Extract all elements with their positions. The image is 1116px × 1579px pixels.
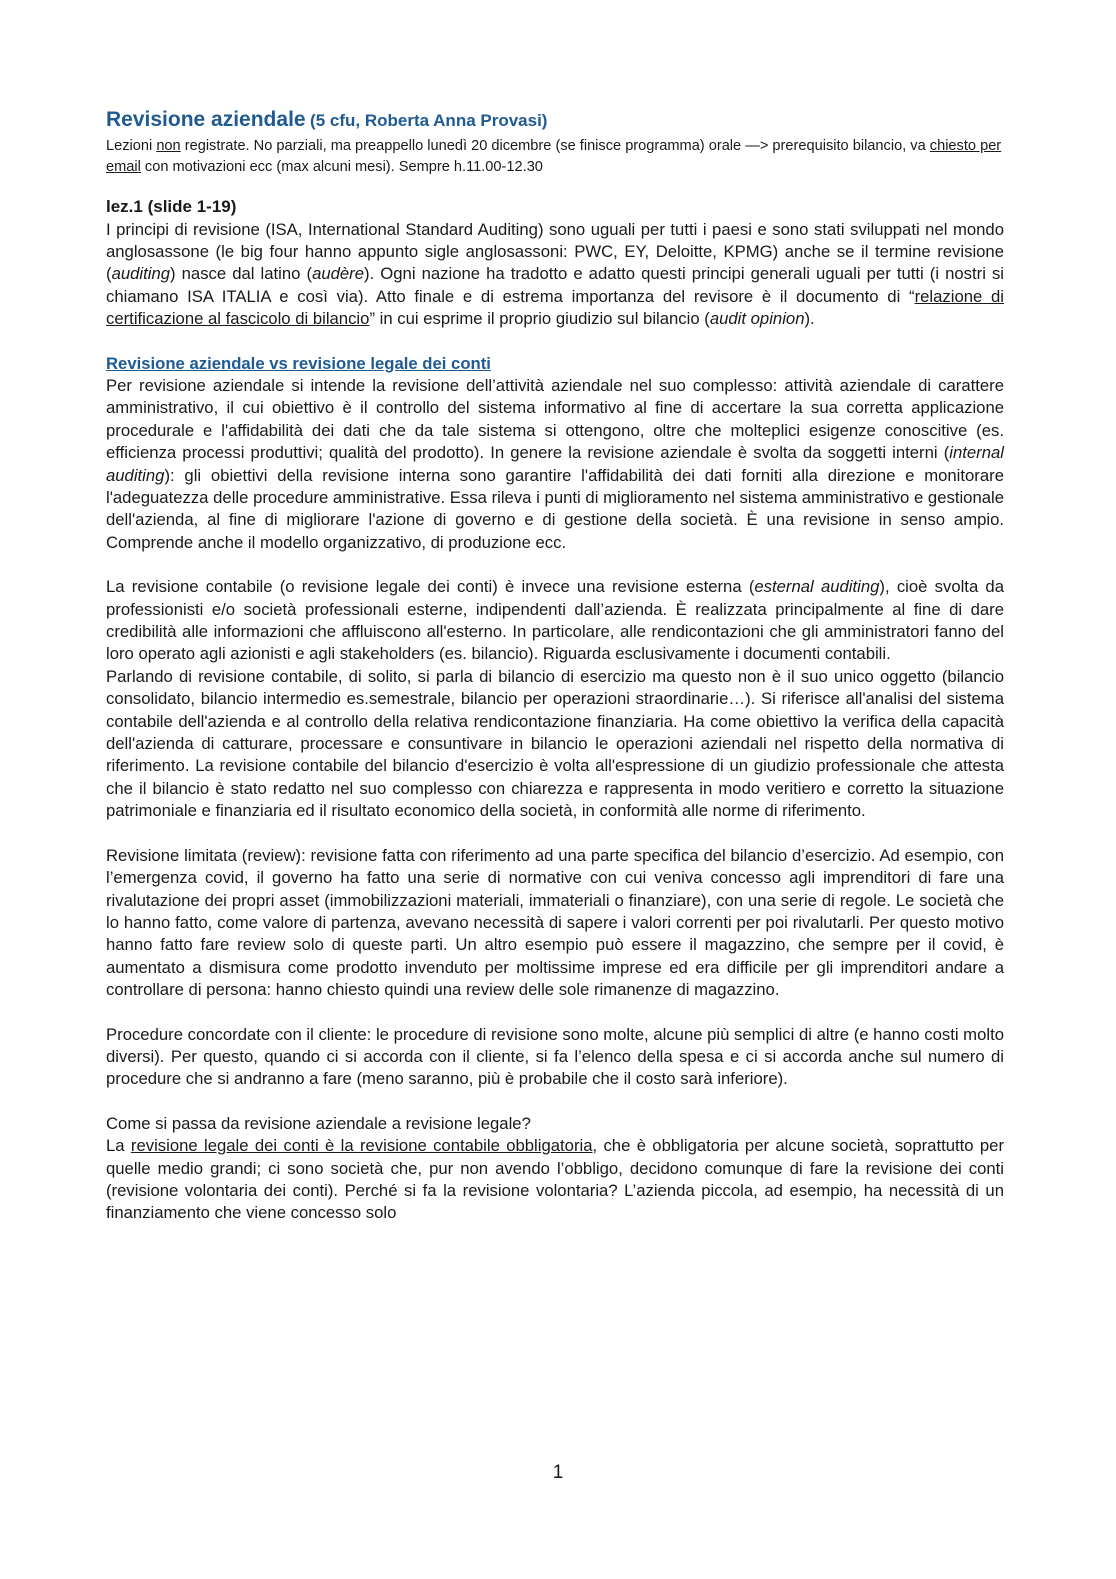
lesson-intro-paragraph (106, 219, 1004, 331)
italic-text: audit opinion (709, 309, 805, 329)
text: Per revisione aziendale si intende la revisione dell’attività aziendale nel suo complesso: attività aziendale di carattere amministrativo, il cui obiettivo è il controllo del sistema informativo al fine di accertare la sua corretta applicazione procedurale e l'affidabilità dei dati che da tale sistema si ottengono, oltre che molteplici esigenze conoscitive (es. efficienza processi produttivi; qualità del prodotto). In genere la revisione aziendale è svolta da soggetti interni ( (106, 375, 1004, 463)
note-underline: chiesto per email (106, 138, 1002, 176)
paragraph-revisione-contabile (106, 576, 1004, 666)
text: ): gli obiettivi della revisione interna sono garantire l'affidabilità dei dati forniti alla direzione e monitorare l'adeguatezza delle procedure amministrative. Essa rileva i punti di miglioramento nel sistema amministrativo e gestionale dell'azienda, al fine di migliorare l'azione di governo e di gestione della società. È una revisione in senso ampio. Comprende anche il modello organizzativo, di produzione ecc. (106, 465, 1004, 552)
text: I principi di revisione (ISA, International Standard Auditing) sono uguali per tutti i paesi e sono stati sviluppati nel mondo anglosassone (le big four hanno appunto sigle anglosassoni: PWC, EY, Deloitte, KPMG) anche se il termine revisione ( (106, 219, 1004, 284)
paragraph-question: Come si passa da revisione aziendale a revisione legale? (106, 1113, 531, 1133)
italic-text: auditing (111, 264, 171, 284)
text: La revisione contabile (o revisione legale dei conti) è invece una revisione esterna ( (106, 577, 755, 597)
text: ” in cui esprime il proprio giudizio sul bilancio ( (369, 309, 710, 329)
text: ). Ogni nazione ha tradotto e adatto questi principi generali uguali per tutti (i nostri si chiamano ISA ITALIA e così via). Atto finale e di estrema importanza del revisore è il documento di “ (106, 264, 1005, 306)
note-text: registrate. No parziali, ma preappello lunedì 20 dicembre (se finisce programma) orale —> prerequisito bilancio, va (180, 138, 930, 155)
paragraph-revisione-limitata: Revisione limitata (review): revisione fatta con riferimento ad una parte specifica del bilancio d’esercizio. Ad esempio, con l’emergenza covid, il governo ha fatto una serie di normative con cui veniva concesso agli imprenditori di fare una rivalutazione dei propri asset (immobilizzazioni materiali, immateriali o finanziare), con una serie di regole. Le società che lo hanno fatto, come valore di partenza, avevano necessità di sapere i valori correnti per poi rivalutarli. Per questo motivo hanno fatto fare review solo di queste parti. Un altro esempio può essere il magazzino, che sempre per il covid, è aumentato a dismisura come prodotto invenduto per moltissime imprese ed era difficile per gli imprenditori andare a controllare di persona: hanno chiesto quindi una review delle sole rimanenze di magazzino. (106, 845, 1004, 1000)
lesson-heading: lez.1 (slide 1-19) (106, 197, 237, 217)
title-course-info: (5 cfu, Roberta Anna Provasi) (310, 111, 548, 130)
paragraph-revisione-legale (106, 1135, 1004, 1225)
underlined-text: relazione di certificazione al fascicolo di bilancio (106, 286, 1004, 329)
italic-text: internal auditing (106, 443, 1004, 485)
note-text: con motivazioni ecc (max alcuni mesi). Sempre h.11.00-12.30 (140, 159, 543, 176)
document-title (106, 108, 1004, 132)
note-underline: non (156, 138, 181, 155)
italic-text: esternal auditing (754, 577, 880, 597)
page-number: 1 (552, 1462, 564, 1483)
paragraph-oggetto-revisione: Parlando di revisione contabile, di solito, si parla di bilancio di esercizio ma questo non è il suo unico oggetto (bilancio consolidato, bilancio intermedio es.semestrale, bilancio per operazioni straordinarie…). Si riferisce all'analisi del sistema contabile dell'azienda e al controllo della relativa rendicontazione finanziaria. Ha come obiettivo la verifica della capacità dell'azienda di catturare, processare e consuntivare in bilancio le operazioni aziendali nel rispetto della normativa di riferimento. La revisione contabile del bilancio d'esercizio è volta all'espressione di un giudizio professionale che attesta che il bilancio è stato redatto nel suo complesso con chiarezza e rappresenta in modo veritiero e corretto la situazione patrimoniale e finanziaria ed il risultato economico della società, in conformità alle norme di riferimento. (106, 666, 1004, 821)
section-heading: Revisione aziendale vs revisione legale dei conti (106, 353, 491, 373)
text: ). (804, 309, 815, 329)
document-page (106, 108, 1004, 1225)
note-text: Lezioni (106, 138, 157, 155)
text: La (106, 1136, 131, 1156)
paragraph-revisione-aziendale (106, 375, 1004, 554)
paragraph-procedure-concordate: Procedure concordate con il cliente: le procedure di revisione sono molte, alcune più semplici di altre (e hanno costi molto diversi). Per questo, quando ci si accorda con il cliente, si fa l’elenco della spesa e ci si accorda anche sul numero di procedure che si andranno a fare (meno saranno, più è probabile che il costo sarà inferiore). (106, 1024, 1004, 1089)
text: , che è obbligatoria per alcune società, soprattutto per quelle medio grandi; ci sono società che, pur non avendo l’obbligo, decidono comunque di fare la revisione dei conti (revisione volontaria dei conti). Perché si fa la revisione volontaria? L’azienda piccola, ad esempio, ha necessità di un finanziamento che viene concesso solo (106, 1136, 1005, 1223)
text: ), cioè svolta da professionisti e/o società professionali esterne, indipendenti dall’azienda. È realizzata principalmente al fine di dare credibilità alle informazioni che affluiscono all'esterno. In particolare, alle rendicontazioni che gli amministratori fanno del loro operato agli azionisti e agli stakeholders (es. bilancio). Riguarda esclusivamente i documenti contabili. (106, 577, 1004, 664)
text: ) nasce dal latino ( (170, 264, 313, 284)
underlined-text: revisione legale dei conti è la revisione contabile obbligatoria (130, 1136, 593, 1156)
italic-text: audère (312, 264, 365, 284)
course-note (106, 136, 1004, 178)
title-main: Revisione aziendale (106, 108, 306, 131)
